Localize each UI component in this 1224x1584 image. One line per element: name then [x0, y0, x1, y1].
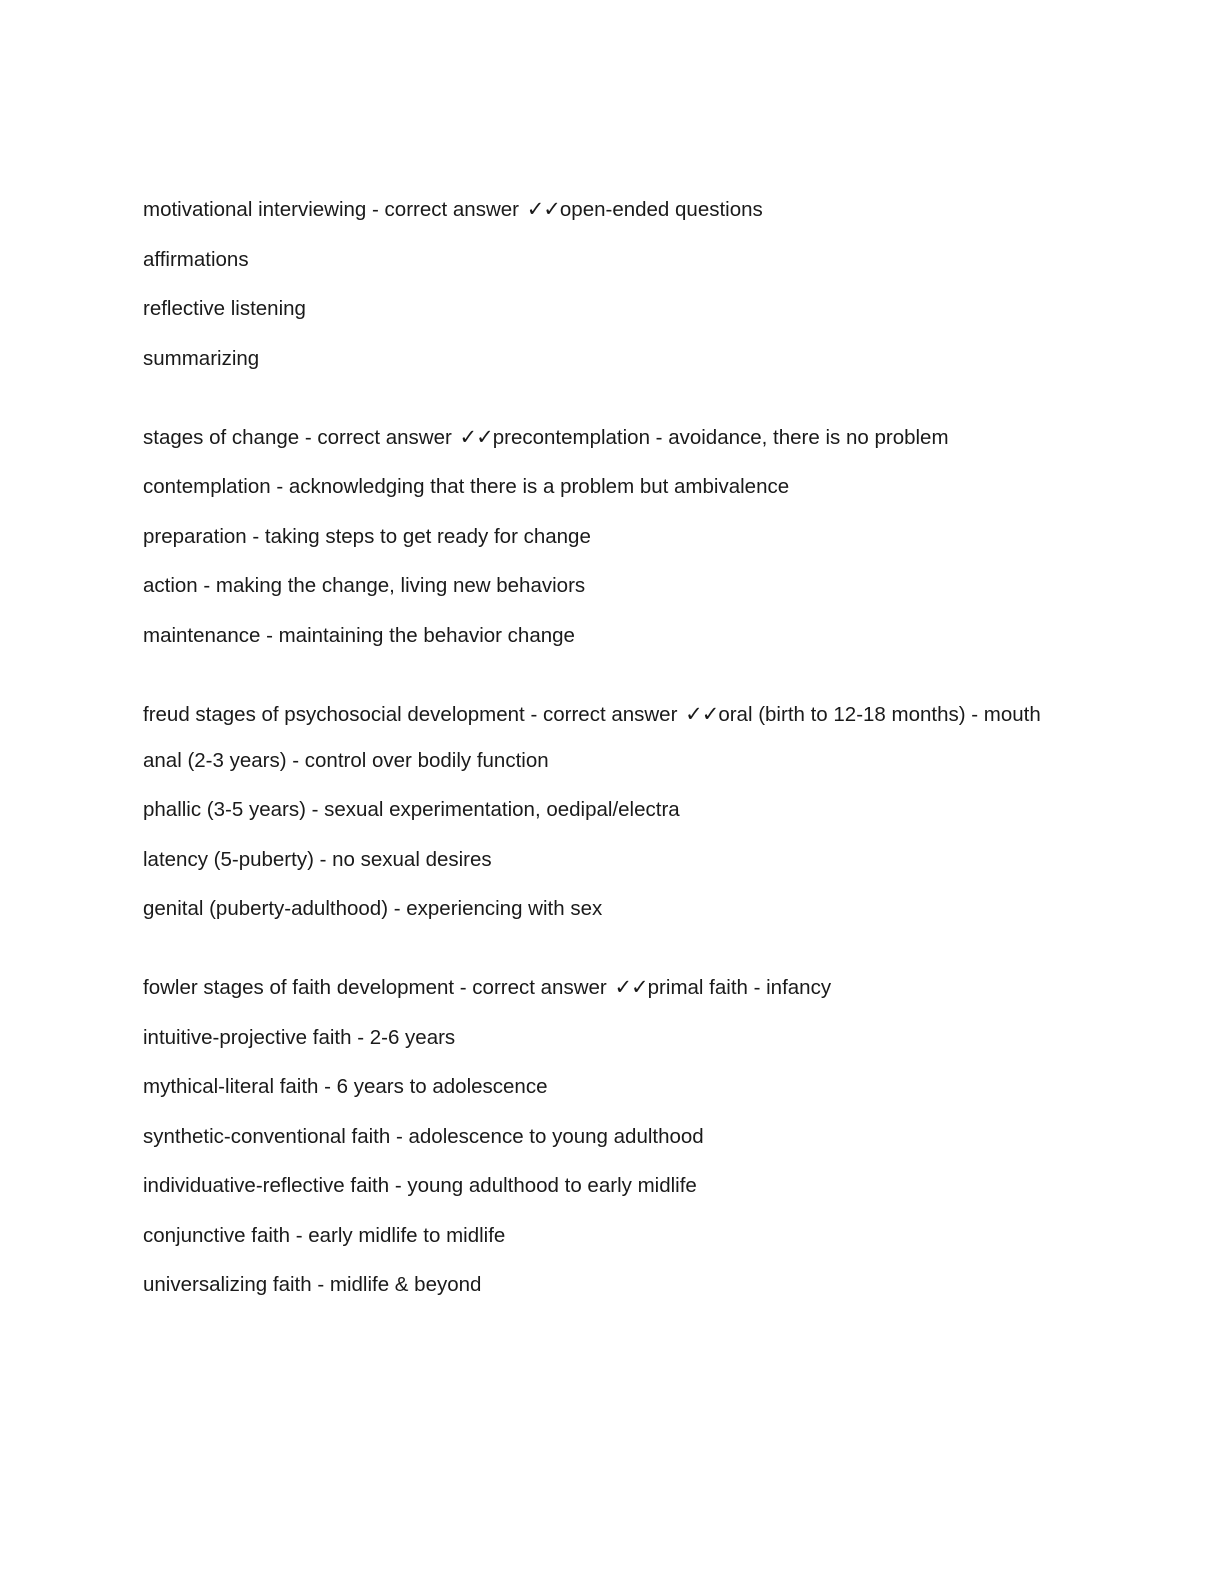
card-answer-line: contemplation - acknowledging that there is a problem but ambivalence [143, 475, 790, 498]
card-separator: - correct answer [524, 702, 684, 726]
flashcard-stages-of-change [143, 424, 1043, 650]
card-answer-line: summarizing [143, 346, 260, 370]
card-answer-line: individuative-reflective faith - young adulthood to early midlife [143, 1174, 697, 1197]
card-answer-line: conjunctive faith - early midlife to midlife [143, 1223, 506, 1247]
card-term: fowler stages of faith development [143, 976, 455, 999]
card-first-answer: open-ended questions [559, 198, 763, 221]
card-answer-line: maintenance - maintaining the behavior change [143, 623, 575, 647]
card-answer-line: action - making the change, living new behaviors [143, 574, 586, 597]
card-separator: - correct answer [299, 425, 458, 449]
card-question-line [143, 196, 1043, 224]
card-term: motivational interviewing [143, 198, 367, 221]
card-answer-line: intuitive-projective faith - 2-6 years [143, 1025, 456, 1049]
card-answer-line: universalizing faith - midlife & beyond [143, 1273, 482, 1296]
flashcard-fowler-stages [143, 974, 1043, 1299]
card-term: freud stages of psychosocial development [143, 702, 525, 726]
card-answer-line: latency (5-puberty) - no sexual desires [143, 847, 492, 871]
card-answer-line: phallic (3-5 years) - sexual experimentation, oedipal/electra [143, 798, 680, 821]
card-first-answer: primal faith - infancy [647, 976, 832, 999]
card-answer-line: genital (puberty-adulthood) - experiencing with sex [143, 897, 603, 920]
card-answer-line: mythical-literal faith - 6 years to adolescence [143, 1075, 548, 1098]
double-check-icon: ✓✓ [614, 976, 648, 999]
document-page [143, 196, 1043, 1321]
card-question-line [143, 424, 1043, 452]
card-question-line [143, 698, 1043, 732]
flashcard-freud-stages [143, 698, 1043, 924]
card-answer-line: anal (2-3 years) - control over bodily function [143, 748, 549, 772]
card-separator: - correct answer [366, 198, 525, 221]
card-question-line [143, 974, 1043, 1002]
card-separator: - correct answer [454, 976, 613, 999]
card-answer-line: reflective listening [143, 297, 306, 320]
flashcard-motivational-interviewing [143, 196, 1043, 373]
double-check-icon: ✓✓ [459, 425, 493, 449]
double-check-icon: ✓✓ [685, 702, 719, 726]
double-check-icon: ✓✓ [526, 198, 560, 221]
card-term: stages of change [143, 425, 300, 449]
card-first-answer: precontemplation - avoidance, there is no problem [492, 425, 949, 449]
card-first-answer: oral (birth to 12-18 months) - mouth [718, 702, 1041, 726]
card-answer-line: synthetic-conventional faith - adolescence to young adulthood [143, 1124, 704, 1148]
card-answer-line: preparation - taking steps to get ready for change [143, 524, 591, 548]
card-answer-line: affirmations [143, 247, 249, 271]
